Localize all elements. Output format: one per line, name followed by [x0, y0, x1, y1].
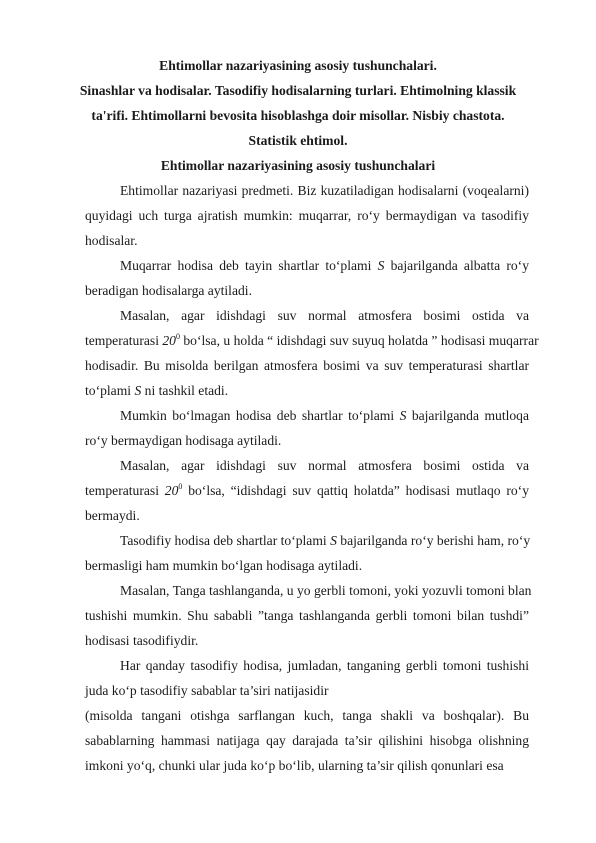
- paragraph-line: hodisalar.: [85, 233, 138, 248]
- title-line-1: Ehtimollar nazariyasining asosiy tushunchalari.: [159, 58, 437, 73]
- set-symbol-s: S: [399, 408, 407, 423]
- text-span: bo‘lsa, “idishdagi suv qattiq holatda” hodisasi mutlaqo ro‘y: [182, 483, 530, 498]
- paragraph-line: (misolda tangani otishga sarflangan kuch, tanga shakli va boshqalar). Bu: [85, 708, 529, 723]
- text-span: Muqarrar hodisa deb tayin shartlar to‘plami: [120, 258, 378, 273]
- section-heading: Ehtimollar nazariyasining asosiy tushunchalari: [160, 158, 436, 173]
- text-span: bajarilganda albatta ro‘y: [384, 258, 529, 273]
- paragraph-line: quyidagi uch turga ajratish mumkin: muqarrar, ro‘y bermaydigan va tasodifiy: [85, 208, 529, 223]
- title-line-2: Sinashlar va hodisalar. Tasodifiy hodisalarning turlari. Ehtimolning klassik: [79, 83, 517, 98]
- paragraph-line: Ehtimollar nazariyasi predmeti. Biz kuzatiladigan hodisalarni (voqealarni): [120, 183, 529, 198]
- paragraph-line: [85, 481, 529, 501]
- paragraph-line: [85, 331, 539, 351]
- paragraph-line: juda ko‘p tasodifiy sabablar ta’siri natijasidir: [85, 683, 329, 698]
- paragraph-line: hodisasi tasodifiydir.: [85, 633, 199, 648]
- title-line-4: Statistik ehtimol.: [248, 133, 348, 148]
- set-symbol-s: S: [377, 258, 385, 273]
- text-span: bo‘lsa, u holda “ idishdagi suv suyuq holatda ” hodisasi muqarrar: [179, 333, 539, 348]
- text-span: bajarilganda mutloqa: [406, 408, 529, 423]
- set-symbol-s: S: [134, 383, 142, 398]
- text-span: Mumkin bo‘lmagan hodisa deb shartlar to‘plami: [120, 408, 400, 423]
- paragraph-line: ro‘y bermaydigan hodisaga aytiladi.: [85, 433, 282, 448]
- paragraph-line: [120, 531, 529, 551]
- paragraph-line: [85, 381, 529, 401]
- paragraph-line: hodisadir. Bu misolda berilgan atmosfera bosimi va suv temperaturasi shartlar: [85, 358, 529, 373]
- paragraph-line: Masalan, agar idishdagi suv normal atmosfera bosimi ostida va: [120, 308, 529, 323]
- paragraph-line: Masalan, Tanga tashlanganda, u yo gerbli tomoni, yoki yozuvli tomoni blan: [120, 583, 532, 598]
- paragraph-line: Masalan, agar idishdagi suv normal atmosfera bosimi ostida va: [120, 458, 529, 473]
- set-symbol-s: S: [330, 533, 337, 548]
- degree-superscript: 0: [178, 482, 183, 491]
- text-span: temperaturasi: [85, 483, 165, 498]
- text-span: bajarilganda ro‘y berishi ham, ro‘y: [336, 533, 531, 548]
- paragraph-line: imkoni yo‘q, chunki ular juda ko‘p bo‘lib, ularning ta’sir qilish qonunlari esa: [85, 758, 504, 773]
- text-span: Tasodifiy hodisa deb shartlar to‘plami: [120, 533, 331, 548]
- temperature-value: 20: [162, 333, 176, 348]
- temperature-value: 20: [164, 483, 179, 498]
- paragraph-line: sabablarning hammasi natijaga qay darajada ta’sir qilishini hisobga olishning: [85, 733, 529, 748]
- text-span: to‘plami: [85, 383, 135, 398]
- paragraph-line: bermasligi ham mumkin bo‘lgan hodisaga aytiladi.: [85, 558, 363, 573]
- paragraph-line: beradigan hodisalarga aytiladi.: [85, 283, 252, 298]
- title-line-3: ta'rifi. Ehtimollarni bevosita hisoblashga doir misollar. Nisbiy chastota.: [91, 108, 505, 123]
- text-span: ni tashkil etadi.: [141, 383, 229, 398]
- text-span: temperaturasi: [85, 333, 163, 348]
- paragraph-line: tushishi mumkin. Shu sababli ”tanga tashlanganda gerbli tomoni bilan tushdi”: [85, 608, 529, 623]
- paragraph-line: Har qanday tasodifiy hodisa, jumladan, tanganing gerbli tomoni tushishi: [120, 658, 529, 673]
- paragraph-line: bermaydi.: [85, 508, 140, 523]
- degree-superscript: 0: [175, 332, 180, 341]
- paragraph-line: [120, 406, 529, 426]
- paragraph-line: [120, 256, 529, 276]
